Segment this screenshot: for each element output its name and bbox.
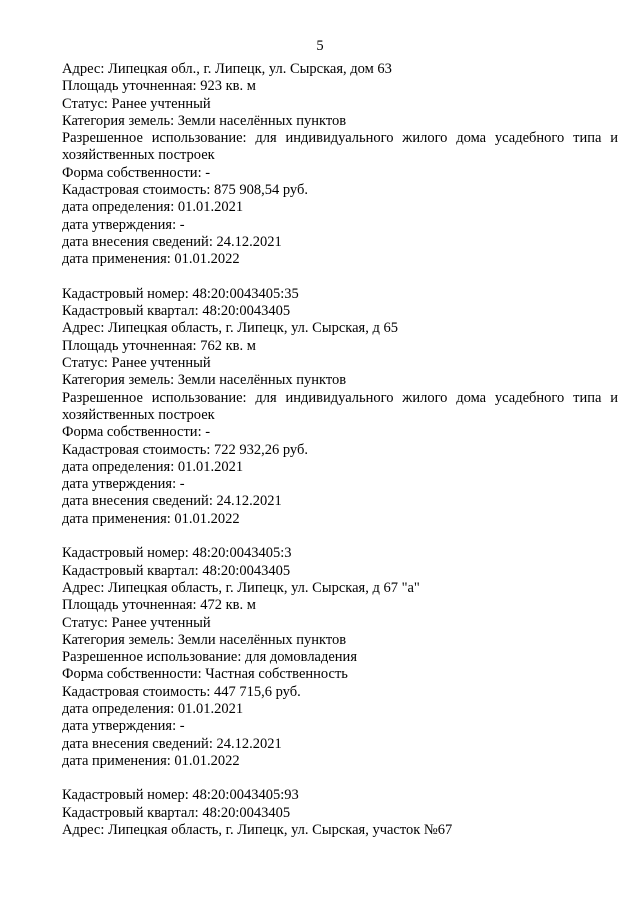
page-number: 5 [316,38,324,54]
record-determination-date: дата определения: 01.01.2021 [62,458,244,475]
record-status: Статус: Ранее учтенный [62,614,211,631]
spacer [62,269,618,286]
record-ownership-form: Форма собственности: - [62,164,211,181]
record-entry-date: дата внесения сведений: 24.12.2021 [62,233,282,250]
record-address: Адрес: Липецкая область, г. Липецк, ул. Сырская, д 67 "а" [62,579,420,596]
record-entry-date: дата внесения сведений: 24.12.2021 [62,493,282,510]
document-body [62,61,618,839]
record-ownership-form: Форма собственности: - [62,424,211,441]
record-cadastral-quarter: Кадастровый квартал: 48:20:0043405 [62,303,291,320]
record-ownership-form: Форма собственности: Частная собственность [62,666,348,683]
record-address: Адрес: Липецкая область, г. Липецк, ул. Сырская, д 65 [62,320,398,337]
land-record [62,787,618,839]
record-land-category: Категория земель: Земли населённых пунктов [62,631,347,648]
record-determination-date: дата определения: 01.01.2021 [62,700,244,717]
record-permitted-use: Разрешенное использование: для домовладения [62,649,357,666]
land-record [62,61,618,269]
record-application-date: дата применения: 01.01.2022 [62,752,240,769]
record-area: Площадь уточненная: 923 кв. м [62,78,256,95]
record-entry-date: дата внесения сведений: 24.12.2021 [62,735,282,752]
record-address: Адрес: Липецкая обл., г. Липецк, ул. Сырская, дом 63 [62,61,392,77]
record-determination-date: дата определения: 01.01.2021 [62,199,244,216]
record-cadastral-value: Кадастровая стоимость: 875 908,54 руб. [62,182,308,199]
record-cadastral-quarter: Кадастровый квартал: 48:20:0043405 [62,804,291,821]
record-cadastral-number: Кадастровый номер: 48:20:0043405:35 [62,285,299,302]
record-cadastral-number: Кадастровый номер: 48:20:0043405:3 [62,545,292,562]
spacer [62,770,618,787]
record-permitted-use: Разрешенное использование: для индивидуального жилого дома усадебного типа и хозяйственных построек [62,130,618,164]
record-cadastral-number: Кадастровый номер: 48:20:0043405:93 [62,787,299,804]
record-application-date: дата применения: 01.01.2022 [62,251,240,268]
spacer [62,528,618,545]
record-status: Статус: Ранее учтенный [62,95,211,112]
record-cadastral-value: Кадастровая стоимость: 722 932,26 руб. [62,441,308,458]
record-cadastral-value: Кадастровая стоимость: 447 715,6 руб. [62,683,301,700]
record-approval-date: дата утверждения: - [62,216,185,233]
record-application-date: дата применения: 01.01.2022 [62,510,240,527]
record-permitted-use: Разрешенное использование: для индивидуального жилого дома усадебного типа и хозяйственных построек [62,389,618,423]
land-record [62,286,618,528]
record-address: Адрес: Липецкая область, г. Липецк, ул. Сырская, участок №67 [62,822,453,839]
record-approval-date: дата утверждения: - [62,718,185,735]
record-land-category: Категория земель: Земли населённых пунктов [62,372,347,389]
record-status: Статус: Ранее учтенный [62,355,211,372]
record-approval-date: дата утверждения: - [62,476,185,493]
record-area: Площадь уточненная: 472 кв. м [62,597,256,614]
land-record [62,545,618,770]
record-land-category: Категория земель: Земли населённых пунктов [62,112,347,129]
record-area: Площадь уточненная: 762 кв. м [62,337,256,354]
record-cadastral-quarter: Кадастровый квартал: 48:20:0043405 [62,562,291,579]
